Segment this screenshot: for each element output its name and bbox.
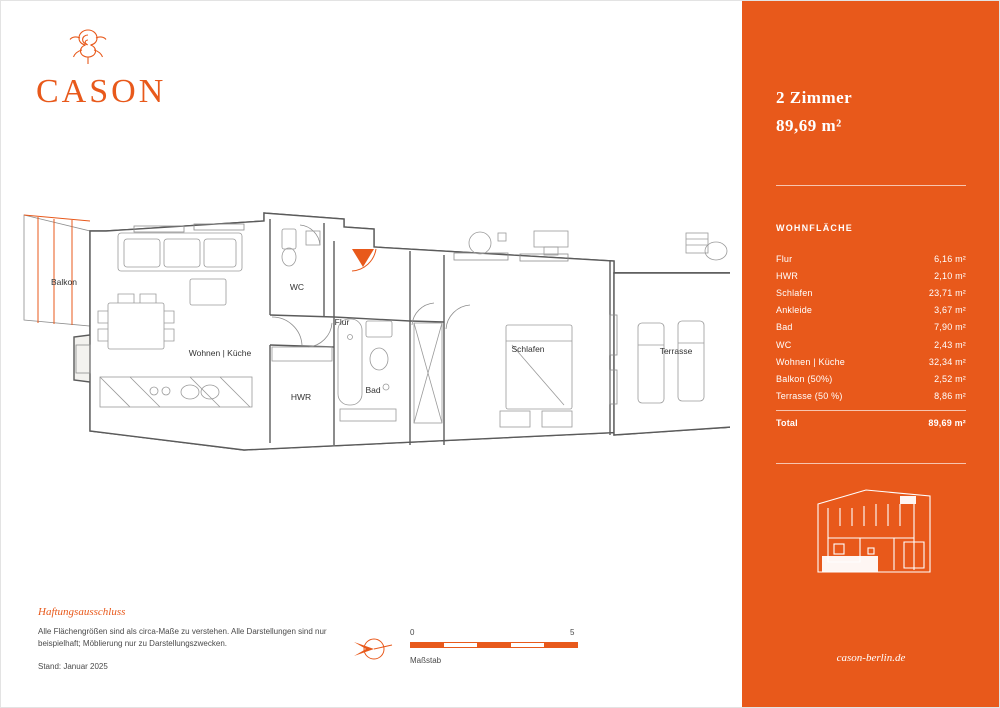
area-value: 3,67 m² [934, 305, 966, 316]
area-value: 8,86 m² [934, 391, 966, 402]
area-value: 7,90 m² [934, 322, 966, 333]
table-divider [776, 410, 966, 411]
area-value: 23,71 m² [928, 287, 966, 298]
area-label: Wohnen | Küche [776, 356, 846, 367]
area-label: Schlafen [776, 287, 813, 298]
area-value: 6,16 m² [934, 253, 966, 264]
table-row [776, 370, 966, 387]
area-label: Flur [776, 253, 793, 264]
room-label-terrasse: Terrasse [659, 346, 693, 356]
room-label-wohnen-kueche: Wohnen | Küche [188, 348, 252, 358]
area-value: 2,43 m² [934, 339, 966, 350]
total-area: 89,69 m² [776, 116, 842, 135]
area-value: 2,10 m² [934, 270, 966, 281]
table-row [776, 302, 966, 319]
area-value: 2,52 m² [934, 373, 966, 384]
room-label-bad: Bad [365, 385, 381, 395]
room-label-flur: Flur [334, 317, 350, 327]
key-plan-thumbnail [804, 482, 944, 592]
disclaimer [38, 606, 338, 671]
room-label-wc: WC [289, 282, 305, 292]
area-label: WC [776, 339, 792, 350]
room-label-balkon: Balkon [51, 277, 77, 287]
scale-min: 0 [410, 628, 415, 637]
website-url: cason-berlin.de [836, 652, 906, 664]
info-panel [742, 0, 1000, 708]
table-row [776, 250, 966, 267]
scale-bar [352, 628, 592, 665]
area-label: Bad [776, 322, 793, 333]
table-row-total [776, 415, 966, 432]
room-label-schlafen: Schlafen [511, 344, 545, 354]
table-row [776, 353, 966, 370]
scale-ticks [410, 642, 578, 648]
total-label: Total [776, 418, 798, 429]
rose-icon [64, 24, 112, 66]
table-row [776, 336, 966, 353]
scale-max: 5 [570, 628, 575, 637]
area-label: HWR [776, 270, 799, 281]
area-value: 32,34 m² [928, 356, 966, 367]
table-row [776, 267, 966, 284]
divider-top [776, 185, 966, 186]
area-section-label: WOHNFLÄCHE [776, 223, 853, 233]
room-label-hwr: HWR [290, 392, 312, 402]
brand-name: CASON [36, 73, 167, 110]
disclaimer-text: Alle Flächengrößen sind als circa-Maße zu verstehen. Alle Darstellungen sind nur beispielhaft; Möblierung nur zu Darstellungszwecken. [38, 627, 327, 648]
disclaimer-date: Stand: Januar 2025 [38, 662, 108, 671]
total-value: 89,69 m² [928, 418, 966, 429]
disclaimer-title: Haftungsausschluss [38, 606, 126, 618]
floorplan-drawing [14, 195, 730, 495]
table-row [776, 284, 966, 301]
scale-label: Maßstab [410, 656, 442, 665]
area-label: Terrasse (50 %) [776, 391, 843, 402]
area-label: Ankleide [776, 305, 813, 316]
table-row [776, 388, 966, 405]
area-table [776, 250, 966, 432]
room-count: 2 Zimmer [776, 88, 853, 107]
table-row [776, 319, 966, 336]
brand-logo [36, 24, 166, 111]
divider-bottom [776, 463, 966, 464]
area-label: Balkon (50%) [776, 373, 833, 384]
